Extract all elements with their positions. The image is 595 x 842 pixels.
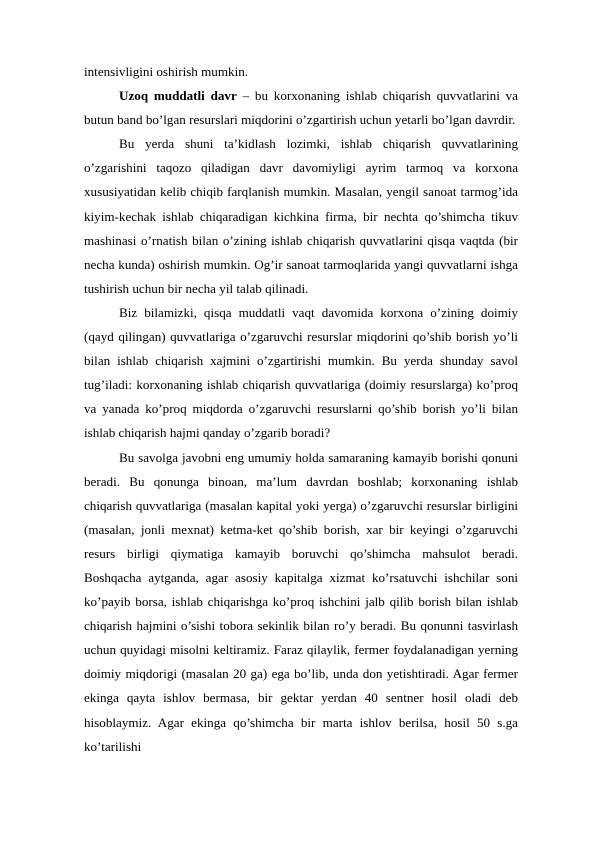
paragraph-text: Bu savolga javobni eng umumiy holda samaraning kamayib borishi qonuni beradi. Bu qonunga binoan, ma’lum davrdan boshlab; korxonaning ishlab chiqarish quvvatlariga (masalan kapital yoki yerga) o’zgaruvchi resurslar birligini (masalan, jonli mexnat) ketma-ket qo’shib borish, xar bir keyingi o’zgaruvchi resurs birligi qiymatiga kamayib boruvchi qo’shimcha mahsulot beradi. Boshqacha aytganda, agar asosiy kapitalga xizmat ko’rsatuvchi ishchilar soni ko’payib borsa, ishlab chiqarishga ko’proq ishchini jalb qilib borish bilan ishlab chiqarish hajmini o’sishi tobora sekinlik bilan ro’y beradi. Bu qonunni tasvirlash uchun quyidagi misolni keltiramiz. Faraz qilaylik, fermer foydalanadigan yerning doimiy miqdorigi (masalan 20 ga) ega bo’lib, unda don yetishtiradi. Agar fermer ekinga qayta ishlov bermasa, bir gektar yerdan 40 sentner hosil oladi deb hisoblaymiz. Agar ekinga qo’shimcha bir marta ishlov berilsa, hosil 50 s.ga ko’tarilishi — [84, 449, 518, 754]
paragraph-continuation — [84, 60, 518, 84]
paragraph-text: Bu yerda shuni ta’kidlash lozimki, ishlab chiqarish quvvatlarining o’zgarishini taqozo qiladigan davr davomiyligi ayrim tarmoq va korxona xususiyatidan kelib chiqib farqlanish mumkin. Masalan, yengil sanoat tarmog’ida kiyim-kechak ishlab chiqaradigan kichkina firma, bir nechta qo’shimcha tikuv mashinasi o’rnatish bilan o’zining ishlab chiqarish quvvatlarini qisqa vaqtda (bir necha kunda) oshirish mumkin. Og’ir sanoat tarmoqlarida yangi quvvatlarni ishga tushirish uchun bir necha yil talab qilinadi. — [84, 136, 518, 296]
paragraph — [84, 301, 518, 446]
paragraph-text: intensivligini oshirish mumkin. — [84, 64, 249, 79]
paragraph-text: – bu korxonaning ishlab chiqarish quvvatlarini va butun band bo’lgan resurslari miqdorini o’zgartirish uchun yetarli bo’lgan davrdir. — [84, 88, 518, 128]
document-page — [84, 60, 518, 759]
paragraph — [84, 446, 518, 759]
paragraph — [84, 132, 518, 301]
defined-term: Uzoq muddatli davr — [119, 88, 237, 104]
paragraph-text: Biz bilamizki, qisqa muddatli vaqt davomida korxona o’zining doimiy (qayd qilingan) quvvatlariga o’zgaruvchi resurslar miqdorini qo’shib borish yo’li bilan ishlab chiqarish xajmini o’zgartirishi mumkin. Bu yerda shunday savol tug’iladi: korxonaning ishlab chiqarish quvvatlariga (doimiy resurslarga) ko’proq va yanada ko’proq miqdorda o’zgaruvchi resurslarni qo’shib borish yo’li bilan ishlab chiqarish hajmi qanday o’zgarib boradi? — [84, 304, 518, 441]
paragraph-definition — [84, 84, 518, 132]
